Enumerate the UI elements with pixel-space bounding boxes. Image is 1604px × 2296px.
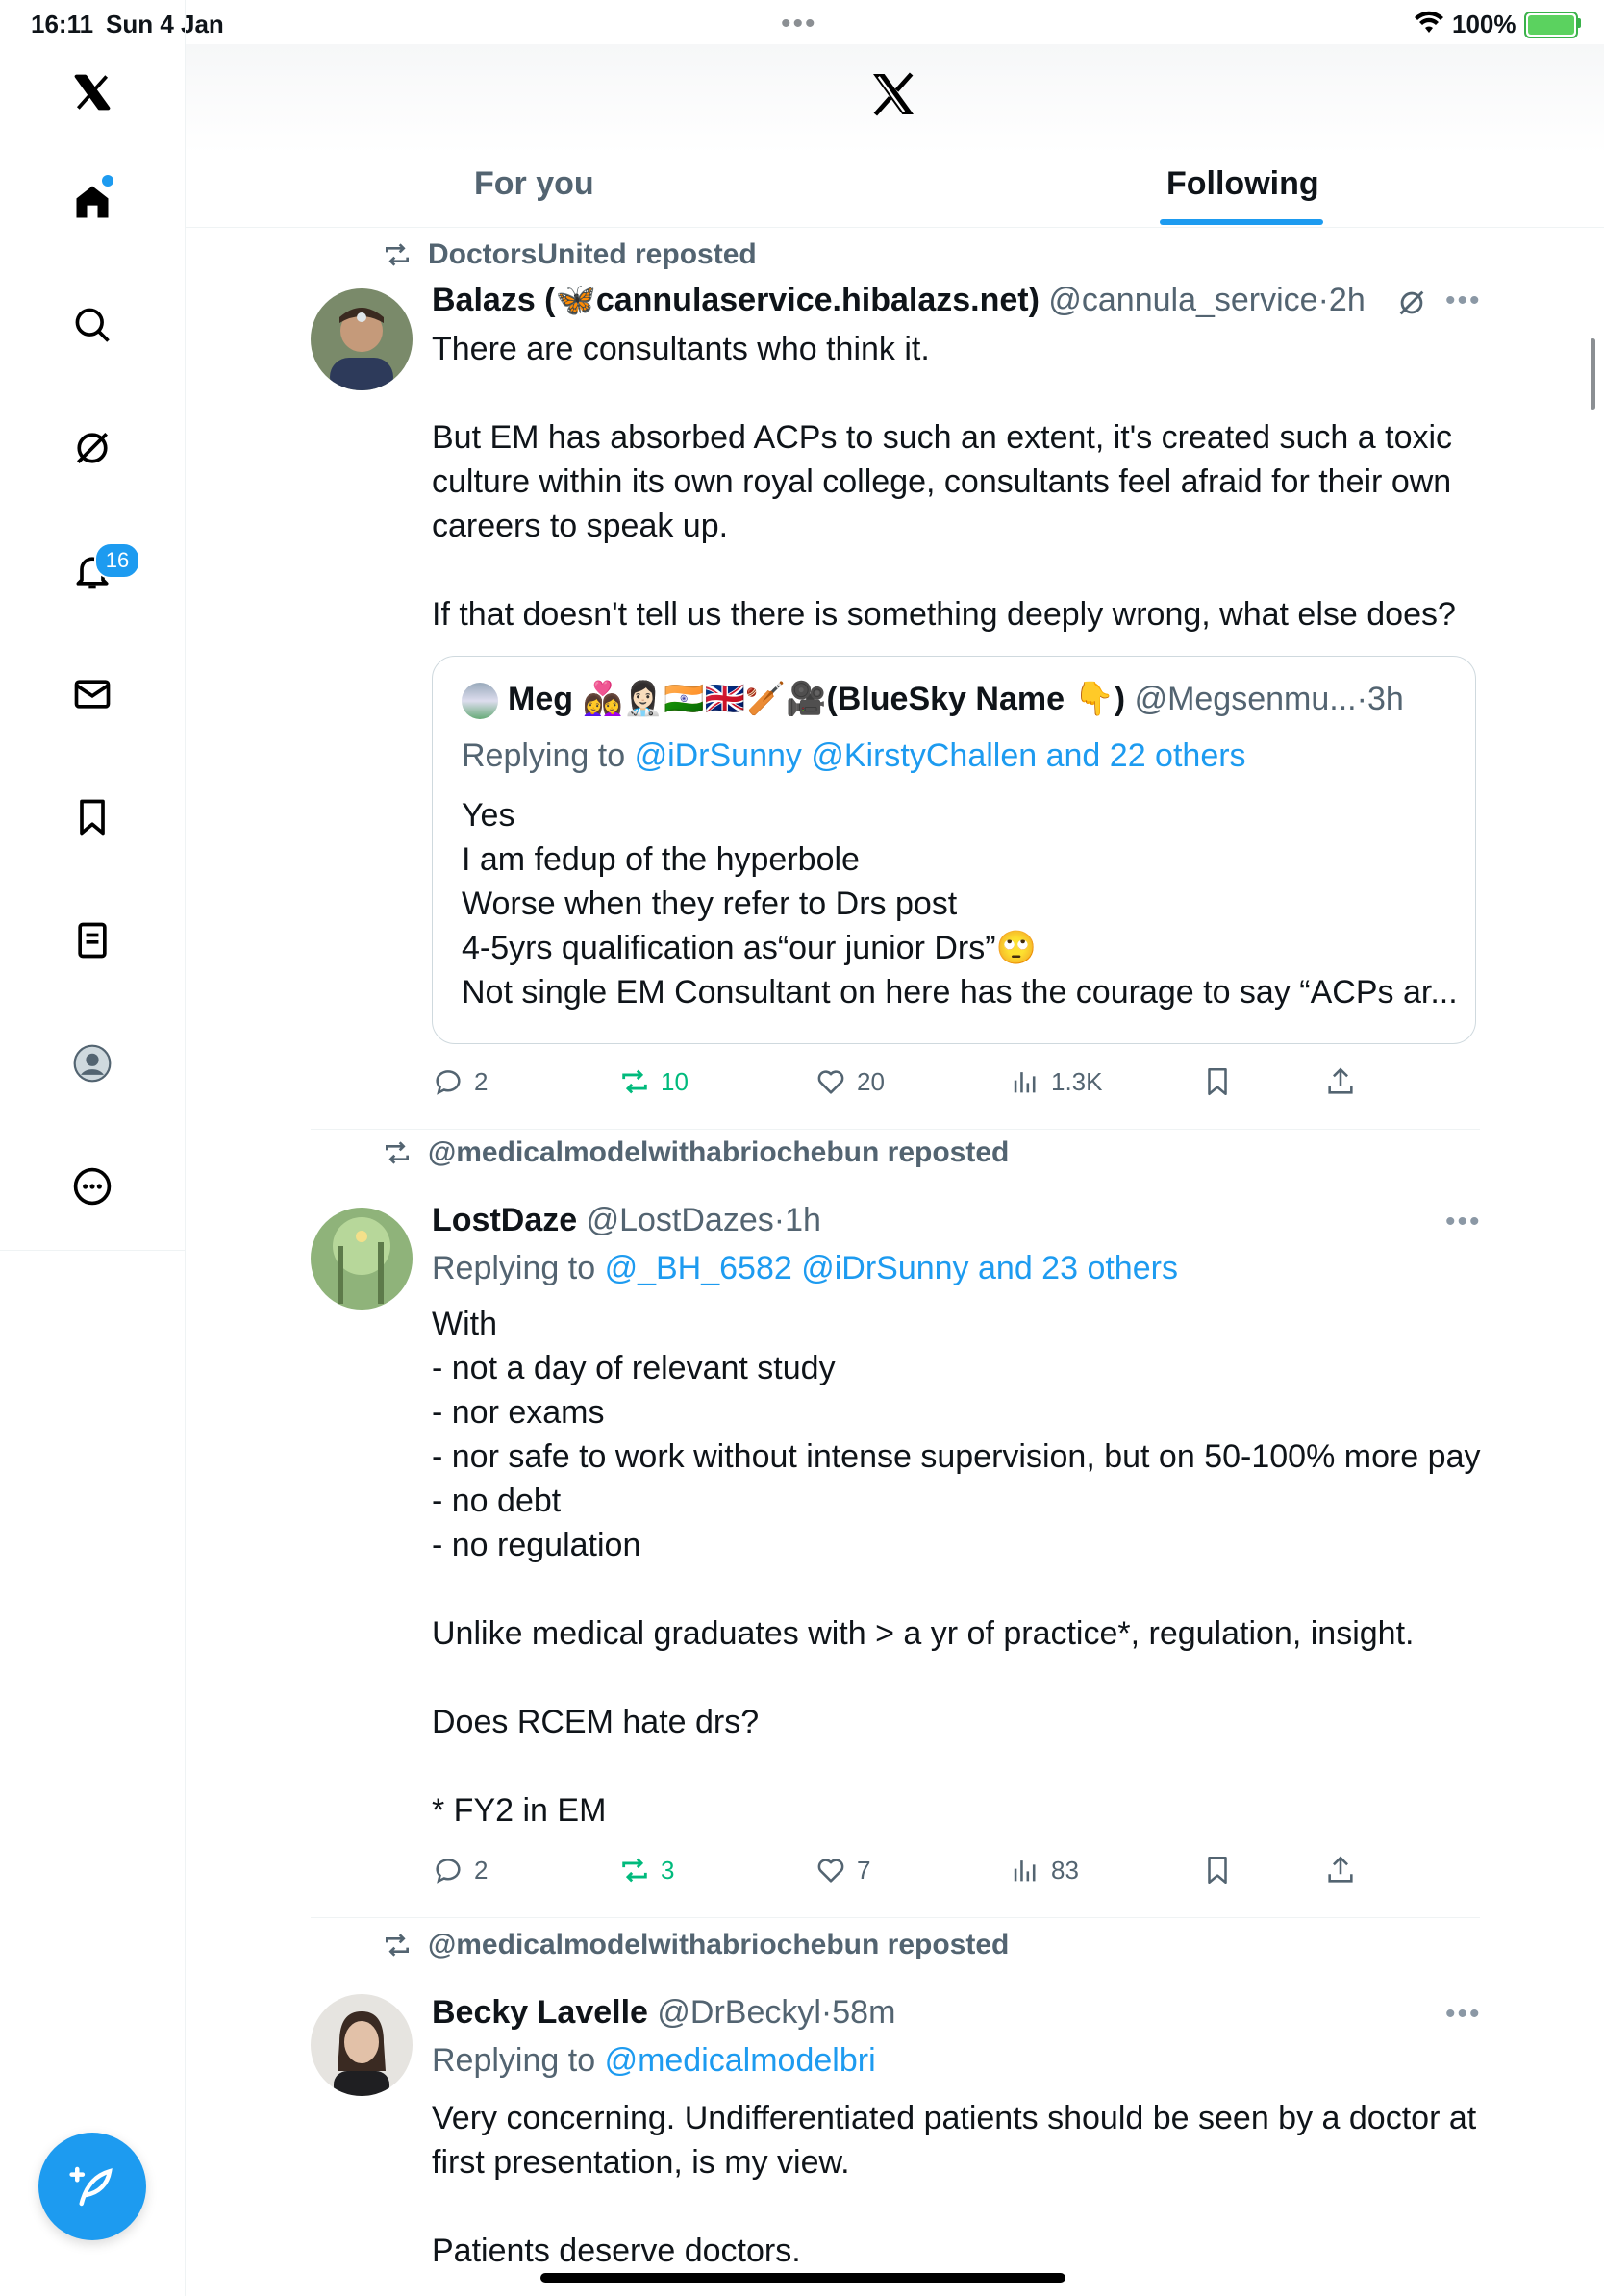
- battery-cap: [1577, 18, 1581, 28]
- more-options-icon[interactable]: •••: [1445, 1998, 1482, 2030]
- bookmark-button[interactable]: [1201, 1854, 1234, 1886]
- views-button[interactable]: [1009, 1854, 1079, 1886]
- sidebar-divider: [0, 1250, 185, 1251]
- like-button[interactable]: [815, 1854, 870, 1886]
- battery-percent: 100%: [1452, 10, 1516, 38]
- scrollbar-thumb[interactable]: [1591, 338, 1595, 410]
- post-time[interactable]: 2h: [1328, 282, 1366, 318]
- quote-time: 3h: [1366, 681, 1404, 717]
- quote-author-name: Meg 👩‍❤️‍👩👩🏻‍⚕️🇮🇳🇬🇧🏏🎥(BlueSky Name 👇): [508, 681, 1126, 717]
- repost-button[interactable]: [618, 1065, 689, 1098]
- repost-label[interactable]: @medicalmodelwithabriochebun reposted: [428, 1136, 1010, 1168]
- like-count: 7: [857, 1855, 871, 1884]
- repost-indicator: [382, 1929, 1009, 1961]
- bookmark-icon: [1201, 1854, 1234, 1886]
- reply-targets-link[interactable]: @iDrSunny @KirstyChallen and 22 others: [634, 737, 1246, 774]
- reply-count: 2: [474, 1855, 489, 1884]
- share-button[interactable]: [1324, 1854, 1357, 1886]
- lists-icon[interactable]: [63, 911, 121, 969]
- repost-icon: [618, 1065, 651, 1098]
- heart-icon: [815, 1854, 847, 1886]
- tweet-header: LostDaze @LostDazes·1h: [432, 1202, 821, 1238]
- author-name[interactable]: LostDaze: [432, 1202, 578, 1238]
- compose-post-button[interactable]: [38, 2133, 146, 2240]
- repost-label[interactable]: @medicalmodelwithabriochebun reposted: [428, 1929, 1010, 1960]
- share-icon: [1324, 1065, 1357, 1098]
- tweet-header: Becky Lavelle @DrBeckyl·58m: [432, 1994, 896, 2031]
- views-button[interactable]: [1009, 1065, 1103, 1098]
- reply-targets-link[interactable]: @_BH_6582 @iDrSunny and 23 others: [604, 1250, 1178, 1286]
- feather-plus-icon: [66, 2160, 118, 2212]
- like-count: 20: [857, 1066, 885, 1096]
- quote-avatar: [462, 683, 498, 719]
- avatar[interactable]: [311, 1208, 413, 1310]
- tweet-actions: [432, 1854, 1528, 1892]
- repost-indicator: [382, 238, 757, 271]
- messages-mail-icon[interactable]: [63, 665, 121, 723]
- repost-icon: [382, 1930, 413, 1960]
- author-handle[interactable]: @LostDazes: [586, 1202, 774, 1238]
- home-unread-dot: [102, 175, 113, 187]
- timeline-header: [186, 44, 1604, 228]
- avatar[interactable]: [311, 288, 413, 390]
- post-time[interactable]: 1h: [785, 1202, 821, 1238]
- repost-indicator: [382, 1136, 1009, 1169]
- replying-to-label: Replying to: [432, 1250, 596, 1286]
- tweet-header: Balazs (🦋cannulaservice.hibalazs.net) @cannula_service·2h: [432, 282, 1366, 318]
- more-options-icon[interactable]: •••: [1445, 285, 1482, 316]
- repost-count: 3: [661, 1855, 675, 1884]
- replying-to: [432, 2042, 876, 2080]
- status-time: 16:11: [31, 10, 94, 38]
- bookmark-icon: [1201, 1065, 1234, 1098]
- replying-to: [432, 1250, 1178, 1287]
- repost-button[interactable]: [618, 1854, 674, 1886]
- home-indicator[interactable]: [540, 2273, 1065, 2283]
- replying-to-label: Replying to: [432, 2042, 596, 2079]
- like-button[interactable]: [815, 1065, 885, 1098]
- quote-replying-to: [462, 737, 1246, 775]
- quote-text: Yes I am fedup of the hyperbole Worse when they refer to Drs post 4-5yrs qualification as“our junior Drs”🙄 Not single EM Consultant on here has the courage to say “ACPs ar...: [462, 797, 1458, 1011]
- status-date: Sun 4 Jan: [106, 10, 224, 38]
- author-handle[interactable]: @DrBeckyl: [657, 1994, 821, 2031]
- quoted-tweet[interactable]: [432, 656, 1476, 1044]
- reply-icon: [432, 1854, 464, 1886]
- x-logo-icon[interactable]: [63, 63, 121, 121]
- tweet-divider: [311, 1917, 1480, 1918]
- author-name[interactable]: Becky Lavelle: [432, 1994, 648, 2031]
- reply-count: 2: [474, 1066, 489, 1096]
- tab-for-you[interactable]: For you: [474, 165, 594, 202]
- share-button[interactable]: [1324, 1065, 1357, 1098]
- quote-header: Meg 👩‍❤️‍👩👩🏻‍⚕️🇮🇳🇬🇧🏏🎥(BlueSky Name 👇) @Megsenmu...·3h: [462, 680, 1404, 719]
- bookmark-button[interactable]: [1201, 1065, 1234, 1098]
- quote-author-handle: @Megsenmu...: [1134, 681, 1357, 717]
- notifications-badge: 16: [94, 542, 140, 579]
- tweet-text: Very concerning. Undifferentiated patients should be seen by a doctor at first presentation, is my view. Patients deserve doctors.: [432, 2100, 1477, 2269]
- view-count: 83: [1051, 1855, 1079, 1884]
- repost-icon: [382, 239, 413, 270]
- repost-label[interactable]: DoctorsUnited reposted: [428, 238, 757, 270]
- tab-following[interactable]: Following: [1166, 165, 1319, 202]
- avatar[interactable]: [311, 1994, 413, 2096]
- profile-avatar-icon[interactable]: [63, 1035, 121, 1092]
- author-name[interactable]: Balazs (🦋cannulaservice.hibalazs.net): [432, 282, 1040, 318]
- analytics-icon: [1009, 1854, 1041, 1886]
- more-options-icon[interactable]: •••: [1445, 1206, 1482, 1237]
- replying-to-label: Replying to: [462, 737, 626, 774]
- grok-icon[interactable]: [63, 419, 121, 477]
- search-icon[interactable]: [63, 296, 121, 354]
- tweet-actions: [432, 1065, 1528, 1104]
- tweet-text: With - not a day of relevant study - nor exams - nor safe to work without intense supervision, but on 50-100% more pay - no debt - no regulation Unlike medical graduates with > a yr of practice*, regulation, insight. Does RCEM hate drs? * FY2 in EM: [432, 1306, 1481, 1829]
- more-options-icon[interactable]: [63, 1158, 121, 1215]
- repost-count: 10: [661, 1066, 689, 1096]
- reply-targets-link[interactable]: @medicalmodelbri: [604, 2042, 876, 2079]
- battery-icon: [1524, 12, 1578, 38]
- post-time[interactable]: 58m: [832, 1994, 896, 2031]
- grok-explain-icon[interactable]: [1395, 287, 1428, 319]
- view-count: 1.3K: [1051, 1066, 1103, 1096]
- reply-button[interactable]: [432, 1065, 488, 1098]
- active-tab-indicator: [1160, 219, 1323, 225]
- heart-icon: [815, 1065, 847, 1098]
- wifi-icon: [1414, 10, 1444, 35]
- analytics-icon: [1009, 1065, 1041, 1098]
- repost-icon: [382, 1137, 413, 1168]
- reply-icon: [432, 1065, 464, 1098]
- share-icon: [1324, 1854, 1357, 1886]
- reply-button[interactable]: [432, 1854, 488, 1886]
- multitasking-dots-icon[interactable]: •••: [781, 8, 817, 39]
- status-bar: [0, 0, 1604, 44]
- tweet-divider: [311, 1129, 1480, 1130]
- bookmarks-icon[interactable]: [63, 788, 121, 846]
- tweet-text: There are consultants who think it. But EM has absorbed ACPs to such an extent, it's created such a toxic culture within its own royal college, consultants feel afraid for their own careers to speak up. If that doesn't tell us there is something deeply wrong, what else does?: [432, 331, 1456, 633]
- sidebar-nav: [0, 0, 186, 2296]
- author-handle[interactable]: @cannula_service: [1048, 282, 1318, 318]
- repost-icon: [618, 1854, 651, 1886]
- x-logo-icon[interactable]: [866, 67, 920, 121]
